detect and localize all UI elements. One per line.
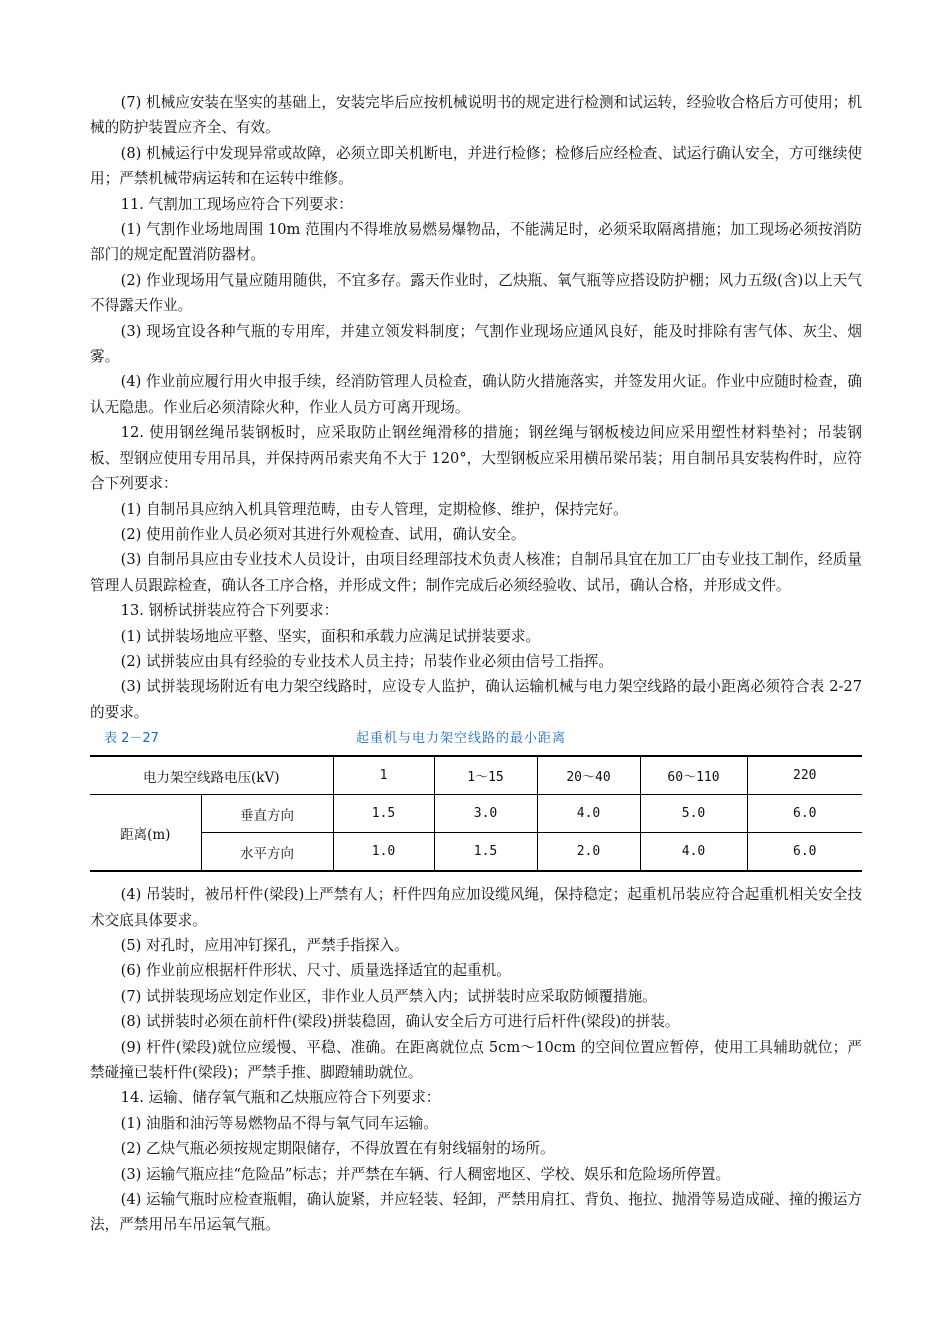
- paragraph: (1) 自制吊具应纳入机具管理范畴，由专人管理，定期检修、维护，保持完好。: [120, 500, 628, 518]
- paragraph: (3) 现场宜设各种气瓶的专用库，并建立领发料制度；气割作业现场应通风良好，能及时排除有害气体、灰尘、烟雾。: [90, 322, 862, 366]
- paragraph: (7) 试拼装现场应划定作业区，非作业人员严禁入内；试拼装时应采取防倾覆措施。: [120, 987, 657, 1005]
- section-heading: 13. 钢桥试拼装应符合下列要求：: [120, 602, 339, 620]
- row-group-label-cell: 距离(m): [90, 795, 201, 872]
- paragraph: (2) 乙炔气瓶必须按规定期限储存，不得放置在有射线辐射的场所。: [120, 1140, 555, 1158]
- paragraphs-after: [90, 882, 862, 1238]
- section-heading: 11. 气割加工现场应符合下列要求：: [120, 195, 353, 213]
- value-cell: 3.0: [434, 795, 537, 833]
- paragraphs-before: [90, 90, 862, 725]
- section-heading: 14. 运输、储存氧气瓶和乙炔瓶应符合下列要求：: [120, 1089, 441, 1107]
- paragraph: (4) 作业前应履行用火申报手续，经消防管理人员检查，确认防火措施落实，并签发用火证。作业中应随时检查，确认无隐患。作业后必须清除火种，作业人员方可离开现场。: [90, 373, 862, 416]
- paragraph: (7) 机械应安装在坚实的基础上，安装完毕后应按机械说明书的规定进行检测和试运转，经验收合格后方可使用；机械的防护装置应齐全、有效。: [90, 94, 862, 137]
- row-label-cell: 水平方向: [201, 833, 333, 872]
- table-header-row: [90, 756, 862, 795]
- voltage-cell: 1～15: [434, 756, 537, 795]
- value-cell: 4.0: [537, 795, 640, 833]
- header-label-cell: 电力架空线路电压(kV): [90, 756, 333, 795]
- paragraph: (8) 试拼装时必须在前杆件(梁段)拼装稳固，确认安全后方可进行后杆件(梁段)的拼装。: [120, 1013, 680, 1031]
- voltage-cell: 60～110: [640, 756, 747, 795]
- paragraph: (3) 运输气瓶应挂“危险品”标志；并严禁在车辆、行人稠密地区、学校、娱乐和危险场所停置。: [120, 1165, 731, 1183]
- distance-table: [90, 755, 862, 872]
- voltage-cell: 1: [333, 756, 434, 795]
- paragraph: (2) 使用前作业人员必须对其进行外观检查、试用，确认安全。: [120, 525, 526, 543]
- value-cell: 1.5: [434, 833, 537, 872]
- paragraph: (3) 自制吊具应由专业技术人员设计，由项目经理部技术负责人核准；自制吊具宜在加工厂由专业技工制作，经质量管理人员跟踪检查，确认各工序合格，并形成文件；制作完成后必须经验收、试吊，确认合格，并形成文件。: [90, 551, 862, 594]
- value-cell: 2.0: [537, 833, 640, 872]
- table-caption: [90, 725, 862, 751]
- paragraph: (1) 试拼装场地应平整、坚实，面积和承载力应满足试拼装要求。: [120, 627, 541, 645]
- section-heading: 12. 使用钢丝绳吊装钢板时，应采取防止钢丝绳滑移的措施；钢丝绳与钢板棱边间应采用塑性材料垫衬；吊装钢板、型钢应使用专用吊具，并保持两吊索夹角不大于 120°，大型钢板应采用横吊梁吊装；用自制吊具安装构件时，应符合下列要求：: [90, 424, 862, 493]
- value-cell: 1.0: [333, 833, 434, 872]
- paragraph: (4) 吊装时，被吊杆件(梁段)上严禁有人；杆件四角应加设缆风绳，保持稳定；起重机吊装应符合起重机相关安全技术交底具体要求。: [90, 886, 862, 929]
- document-page: [90, 90, 862, 1238]
- paragraph: (6) 作业前应根据杆件形状、尺寸、质量选择适宜的起重机。: [120, 962, 511, 980]
- paragraph: (9) 杆件(梁段)就位应缓慢、平稳、准确。在距离就位点 5cm～10cm 的空间位置应暂停，使用工具辅助就位；严禁碰撞已装杆件(梁段)；严禁手推、脚蹬辅助就位。: [90, 1038, 862, 1081]
- voltage-cell: 220: [747, 756, 862, 795]
- table-title: 起重机与电力架空线路的最小距离: [356, 731, 567, 747]
- value-cell: 6.0: [747, 795, 862, 833]
- table-row: [90, 833, 862, 872]
- paragraph: (1) 油脂和油污等易燃物品不得与氧气同车运输。: [120, 1114, 438, 1132]
- paragraph: (2) 作业现场用气量应随用随供，不宜多存。露天作业时，乙炔瓶、氧气瓶等应搭设防护棚；风力五级(含)以上天气不得露天作业。: [90, 271, 862, 315]
- paragraph: (8) 机械运行中发现异常或故障，必须立即关机断电，并进行检修；检修后应经检查、试运行确认安全，方可继续使用；严禁机械带病运转和在运转中维修。: [90, 144, 862, 188]
- paragraph: (3) 试拼装现场附近有电力架空线路时，应设专人监护，确认运输机械与电力架空线路的最小距离必须符合表 2-27 的要求。: [90, 678, 862, 721]
- row-label-cell: 垂直方向: [201, 795, 333, 833]
- paragraph: (4) 运输气瓶时应检查瓶帽，确认旋紧，并应轻装、轻卸，严禁用肩扛、背负、拖拉、抛滑等易造成碰、撞的搬运方法，严禁用吊车吊运氧气瓶。: [90, 1191, 862, 1234]
- table-number: 表 2－27: [104, 731, 159, 747]
- value-cell: 1.5: [333, 795, 434, 833]
- paragraph: (1) 气割作业场地周围 10m 范围内不得堆放易燃易爆物品，不能满足时，必须采取隔离措施；加工现场必须按消防部门的规定配置消防器材。: [90, 221, 862, 264]
- paragraph: (2) 试拼装应由具有经验的专业技术人员主持；吊装作业必须由信号工指挥。: [120, 652, 613, 670]
- table-row: [90, 795, 862, 833]
- paragraph: (5) 对孔时，应用冲钉探孔，严禁手指探入。: [120, 936, 409, 954]
- voltage-cell: 20～40: [537, 756, 640, 795]
- value-cell: 4.0: [640, 833, 747, 872]
- value-cell: 6.0: [747, 833, 862, 872]
- value-cell: 5.0: [640, 795, 747, 833]
